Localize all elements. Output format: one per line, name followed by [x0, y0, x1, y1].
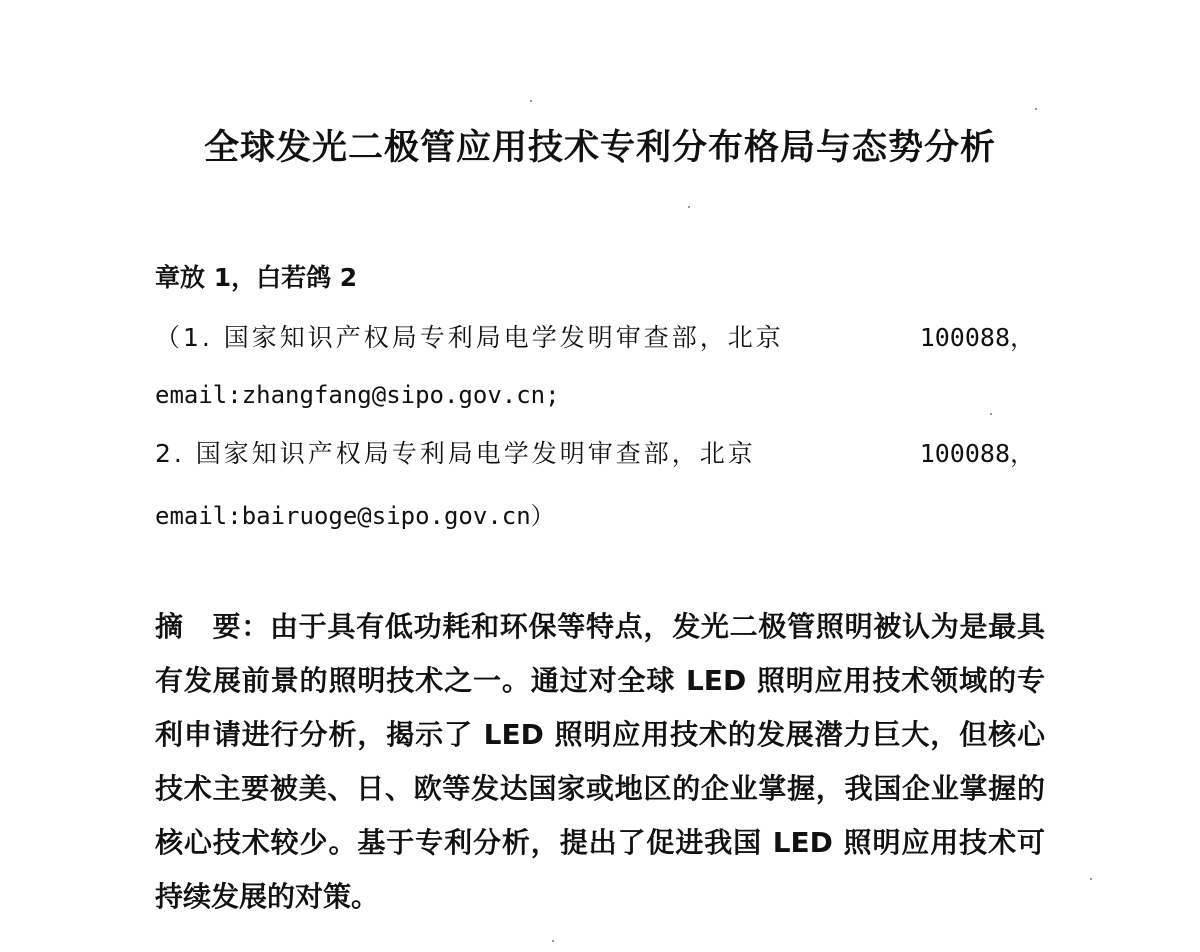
scan-speck: [1090, 878, 1092, 880]
affiliation-1-email: email:zhangfang@sipo.gov.cn;: [155, 381, 560, 409]
author-list: 章放 1，白若鸽 2: [155, 263, 358, 292]
scan-speck: [1035, 108, 1037, 110]
affiliation-1-text: （1. 国家知识产权局专利局电学发明审查部，北京: [155, 323, 784, 352]
abstract-body: 由于具有低功耗和环保等特点，发光二极管照明被认为是最具有发展前景的照明技术之一。通过对全球 LED 照明应用技术领域的专利申请进行分析，揭示了 LED 照明应用技术的发展潜力巨大，但核心技术主要被美、日、欧等发达国家或地区的企业掌握，我国企业掌握的核心技术较少。基于专利分析，提出了促进我国 LED 照明应用技术可持续发展的对策。: [155, 610, 1045, 913]
affiliation-2: [155, 434, 1035, 470]
scan-speck: [990, 413, 992, 415]
paper-title: 全球发光二极管应用技术专利分布格局与态势分析: [203, 128, 996, 168]
affiliation-1: [155, 318, 1035, 354]
affiliation-2-text: 2. 国家知识产权局专利局电学发明审查部，北京: [155, 439, 756, 468]
affiliation-2-postcode: 100088，: [919, 439, 1035, 468]
affiliation-2-email: email:bairuoge@sipo.gov.cn）: [155, 502, 555, 530]
scan-speck: [688, 206, 690, 208]
abstract: [155, 600, 1045, 924]
affiliation-1-postcode: 100088，: [919, 323, 1035, 352]
scan-speck: [530, 100, 532, 102]
scan-speck: [552, 940, 554, 942]
abstract-label: 摘 要：: [155, 610, 270, 643]
